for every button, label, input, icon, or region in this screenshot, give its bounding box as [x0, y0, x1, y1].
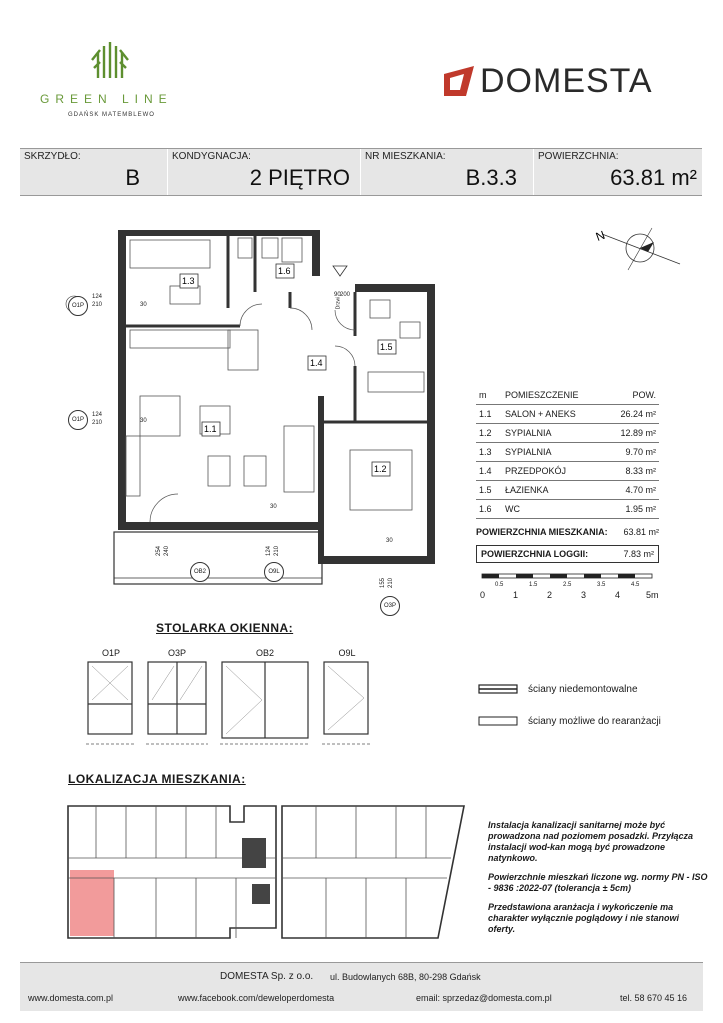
window-type-label: O3P	[167, 648, 186, 658]
info-note-area-norm: Powierzchnie mieszkań liczone wg. normy PN - ISO - 9836 :2022-07 (tolerancja ± 5cm)	[488, 872, 708, 893]
info-note-installation: Instalacja kanalizacji sanitarnej może być prowadzona nad poziomem posadzki. Przyłącza instalacji wod-kan mogą być prowadzone natynkowo.	[488, 820, 694, 863]
scale-major-labels	[480, 590, 670, 604]
window-dim: 254	[156, 545, 162, 556]
scale-tick: 3.5	[597, 582, 606, 588]
loggia-area-label: POWIERZCHNIA LOGGII:	[481, 549, 589, 559]
wall-fixed-swatch-icon	[478, 682, 518, 696]
logo-sub: GDAŃSK MATEMBLEWO	[68, 112, 155, 118]
rooms-table-header	[476, 386, 659, 405]
window-tag-o1p-1	[68, 296, 88, 316]
room-area: 8.33 m²	[605, 462, 659, 481]
info-notes	[488, 820, 708, 935]
col-name: POMIESZCZENIE	[502, 386, 605, 405]
window-dim: 124	[92, 294, 103, 300]
footer-facebook-link[interactable]: www.facebook.com/deweloperdomesta	[178, 993, 335, 1003]
table-row	[476, 443, 659, 462]
entry-arrow-icon	[333, 266, 347, 276]
window-tag-o1p-2	[68, 410, 88, 430]
scale-tick: 1	[513, 590, 519, 600]
window-dim: 155	[380, 577, 386, 588]
wing-label: SKRZYDŁO:	[24, 151, 81, 162]
room-label: 1.4	[310, 358, 323, 368]
floor-cell	[167, 149, 360, 195]
window-dim: 240	[164, 545, 170, 556]
floor-value: 2 PIĘTRO	[249, 165, 350, 190]
room-name: SYPIALNIA	[502, 424, 605, 443]
svg-text:N: N	[593, 227, 607, 244]
room-no: 1.5	[476, 481, 502, 500]
legend	[478, 682, 708, 728]
col-no: m	[476, 386, 502, 405]
window-code: O1P	[71, 417, 84, 423]
area-value: 63.81 m²	[610, 165, 697, 190]
room-name: ŁAZIENKA	[502, 481, 605, 500]
scale-tick: 1.5	[529, 582, 538, 588]
footer	[20, 962, 703, 1011]
total-area-label: POWIERZCHNIA MIESZKANIA:	[476, 527, 608, 537]
window-code: O1P	[71, 303, 84, 309]
room-name: PRZEDPOKÓJ	[502, 462, 605, 481]
room-no: 1.4	[476, 462, 502, 481]
footer-email-link[interactable]: email: sprzedaz@domesta.com.pl	[416, 993, 552, 1003]
room-no: 1.6	[476, 500, 502, 519]
scale-tick: 0.5	[495, 582, 504, 588]
scale-tick: 4	[615, 590, 621, 600]
table-row	[476, 500, 659, 519]
table-row	[476, 462, 659, 481]
window-dim: 124	[92, 412, 103, 418]
building-location-plan	[66, 798, 468, 944]
door-dim: 200	[340, 292, 351, 298]
domesta-mark-icon	[444, 66, 474, 96]
footer-address: ul. Budowlanych 68B, 80-298 Gdańsk	[330, 972, 481, 982]
room-name: SYPIALNIA	[502, 443, 605, 462]
room-area: 4.70 m²	[605, 481, 659, 500]
area-label: POWIERZCHNIA:	[538, 151, 619, 162]
room-label: 1.6	[278, 266, 291, 276]
window-dim: 210	[274, 545, 280, 556]
apt-value: B.3.3	[465, 165, 517, 190]
north-compass-icon	[592, 224, 682, 280]
domesta-logo	[444, 62, 694, 102]
table-row	[476, 405, 659, 424]
scale-tick: 2.5	[563, 582, 572, 588]
window-dim: 210	[388, 577, 394, 588]
window-sill: 30	[140, 418, 147, 424]
windows-section-title: STOLARKA OKIENNA:	[156, 621, 294, 635]
apartment-header	[20, 148, 702, 196]
window-code: OB2	[193, 569, 206, 575]
room-area: 26.24 m²	[605, 405, 659, 424]
legend-rearrangeable-label: ściany możliwe do rearanżacji	[528, 715, 661, 727]
window-dim: 210	[92, 302, 103, 308]
apartment-highlight	[70, 870, 114, 936]
room-name: WC	[502, 500, 605, 519]
window-code: O3P	[383, 603, 396, 609]
room-label: 1.5	[380, 342, 393, 352]
window-sill: 30	[386, 538, 393, 544]
area-cell	[533, 149, 703, 195]
window-type-label: O1P	[101, 648, 120, 658]
window-elevations	[84, 660, 384, 750]
room-area: 9.70 m²	[605, 443, 659, 462]
table-row	[476, 424, 659, 443]
scale-bar	[480, 572, 670, 602]
room-label: 1.2	[374, 464, 387, 474]
apt-cell	[360, 149, 533, 195]
window-dim: 210	[92, 420, 103, 426]
table-row	[476, 481, 659, 500]
total-area-row	[476, 527, 659, 537]
floor-plan	[92, 226, 445, 588]
door-dim: 90	[334, 292, 341, 298]
wing-cell	[20, 149, 166, 195]
door-label	[335, 297, 341, 310]
greenline-logo	[30, 38, 190, 124]
scale-tick: 0	[480, 590, 486, 600]
room-no: 1.1	[476, 405, 502, 424]
wall-rearrange-swatch-icon	[478, 714, 518, 728]
wing-value: B	[125, 165, 140, 190]
window-code: O9L	[268, 569, 280, 575]
col-area: POW.	[605, 386, 659, 405]
info-note-disclaimer: Przedstawiona aranżacja i wykończenie ma charakter wyłącznie poglądowy i nie stanowi oferty.	[488, 902, 680, 934]
location-section-title: LOKALIZACJA MIESZKANIA:	[68, 772, 246, 786]
door-label-text: Drzwi	[335, 296, 342, 310]
scale-tick: 2	[547, 590, 553, 600]
greenline-leaf-icon	[30, 38, 190, 90]
footer-company: DOMESTA Sp. z o.o.	[220, 971, 314, 982]
scale-tick: 4.5	[631, 582, 640, 588]
scale-tick: 3	[581, 590, 587, 600]
total-area-value: 63.81 m²	[623, 527, 659, 537]
loggia-area-row	[476, 545, 659, 563]
window-tag-ob2	[190, 562, 210, 582]
legend-item-fixed	[478, 682, 708, 696]
room-label: 1.3	[182, 276, 195, 286]
company-name: DOMESTA	[480, 62, 653, 100]
room-no: 1.2	[476, 424, 502, 443]
legend-item-rearrangeable	[478, 714, 708, 728]
window-tag-o9l	[264, 562, 284, 582]
logo-name: GREEN LINE	[40, 92, 173, 106]
loggia-area-value: 7.83 m²	[623, 549, 654, 559]
room-no: 1.3	[476, 443, 502, 462]
window-dim: 124	[266, 545, 272, 556]
window-tag-o3p	[380, 596, 400, 616]
apt-label: NR MIESZKANIA:	[365, 151, 446, 162]
room-name: SALON + ANEKS	[502, 405, 605, 424]
footer-website-link[interactable]: www.domesta.com.pl	[28, 993, 114, 1003]
scale-tick: 5m	[646, 590, 659, 600]
room-label: 1.1	[204, 424, 217, 434]
room-area: 12.89 m²	[605, 424, 659, 443]
floor-label: KONDYGNACJA:	[172, 151, 251, 162]
room-area: 1.95 m²	[605, 500, 659, 519]
footer-phone: tel. 58 670 45 16	[620, 993, 688, 1003]
rooms-table	[476, 386, 659, 563]
window-type-label: OB2	[255, 648, 274, 658]
window-sill: 30	[140, 302, 147, 308]
window-sill: 30	[270, 504, 277, 510]
window-type-label: O9L	[338, 648, 356, 658]
legend-fixed-label: ściany niedemontowalne	[528, 683, 638, 695]
